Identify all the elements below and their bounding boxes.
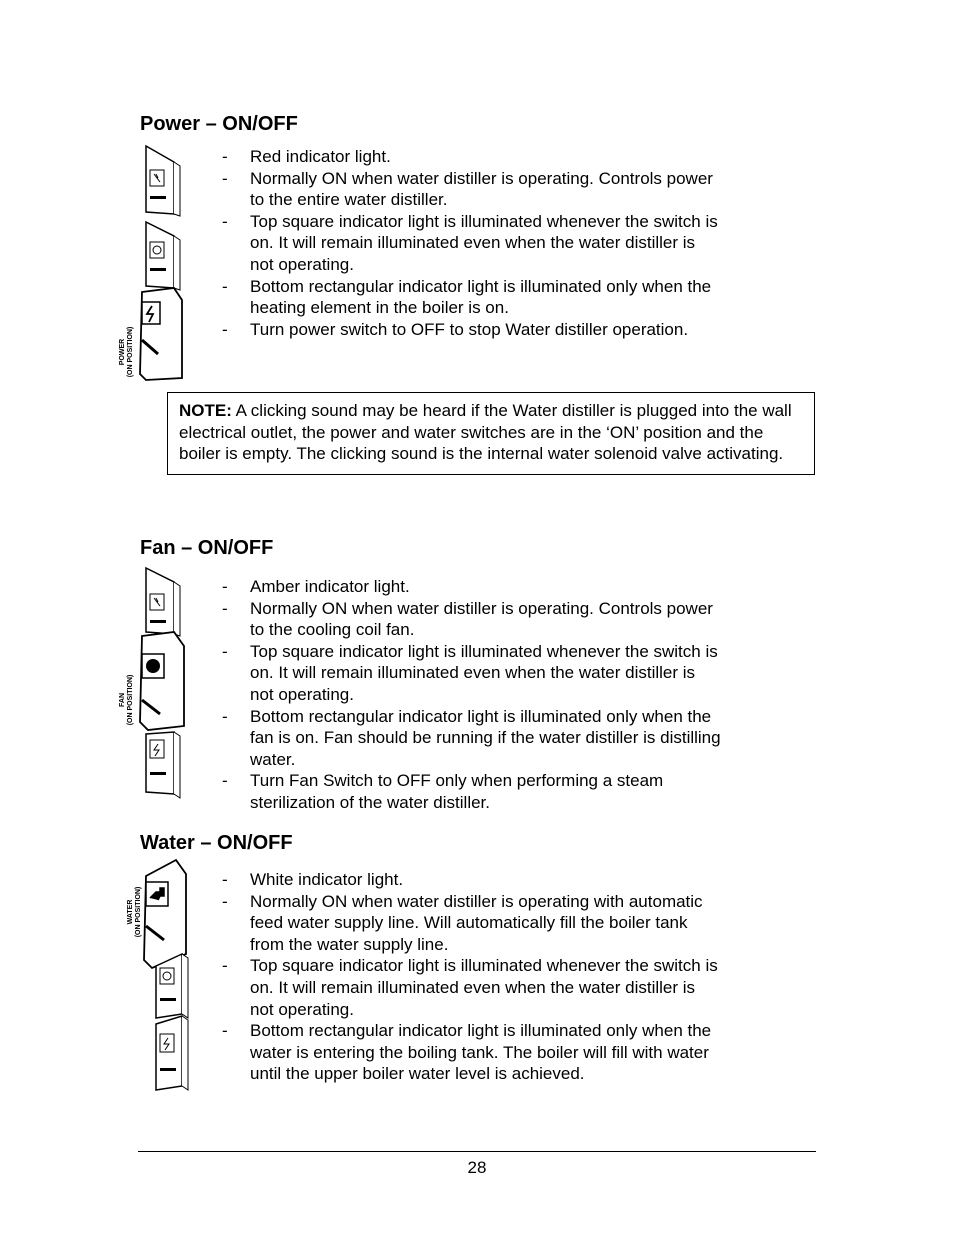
power-symbol-icon xyxy=(142,302,160,324)
water-switch-label: WATER xyxy=(127,899,134,925)
page-number: 28 xyxy=(467,1158,487,1177)
power-bullet-list xyxy=(222,146,722,340)
footer-divider xyxy=(138,1151,816,1152)
fan-switch-illustration xyxy=(112,564,190,802)
list-item: - Top square indicator light is illuminated whenever the switch is on. It will remain illuminated even when the water distiller is not operating. xyxy=(222,211,718,274)
fan-switch-label: FAN xyxy=(119,693,126,707)
power-switch-illustration xyxy=(112,142,190,384)
list-item: - Top square indicator light is illuminated whenever the switch is on. It will remain illuminated even when the water distiller is not operating. xyxy=(222,956,718,1019)
list-item: - Turn Fan Switch to OFF only when performing a steam sterilization of the water distiller. xyxy=(222,771,664,812)
list-item: - Top square indicator light is illuminated whenever the switch is on. It will remain illuminated even when the water distiller is not operating. xyxy=(222,641,718,704)
list-item: - Bottom rectangular indicator light is illuminated only when the water is entering the boiling tank. The boiler will fill with water until the upper boiler water level is achieved. xyxy=(222,1021,712,1084)
power-switch-label-sub: (ON POSITION) xyxy=(127,326,134,378)
list-item: - Normally ON when water distiller is operating. Controls power to the entire water distiller. xyxy=(222,168,713,210)
list-item: - Amber indicator light. xyxy=(222,577,410,596)
list-item: - Normally ON when water distiller is operating with automatic feed water supply line. Will automatically fill the boiler tank from the water supply line. xyxy=(222,891,703,954)
fan-bullet-list xyxy=(222,576,722,814)
note-label: NOTE: xyxy=(179,401,232,420)
water-heading: Water – ON/OFF xyxy=(140,832,293,854)
list-item: - Bottom rectangular indicator light is illuminated only when the fan is on. Fan should be running if the water distiller is distilling water. xyxy=(222,706,721,769)
list-item: - Turn power switch to OFF to stop Water distiller operation. xyxy=(222,319,689,339)
list-item: - White indicator light. xyxy=(222,870,404,889)
list-item: - Normally ON when water distiller is operating. Controls power to the cooling coil fan. xyxy=(222,598,713,640)
fan-switch-label-sub: (ON POSITION) xyxy=(127,674,134,726)
water-switch-illustration xyxy=(124,858,198,1098)
power-switch-label: POWER xyxy=(119,338,126,366)
water-switch-label-sub: (ON POSITION) xyxy=(135,886,142,938)
note-box xyxy=(167,392,815,475)
note-text: A clicking sound may be heard if the Water distiller is plugged into the wall electrical outlet, the power and water switches are in the ‘ON’ position and the boiler is empty. The clicking sound is the internal water solenoid valve activating. xyxy=(179,401,792,464)
fan-heading: Fan – ON/OFF xyxy=(140,537,274,559)
water-bullet-list xyxy=(222,869,722,1085)
power-heading: Power – ON/OFF xyxy=(140,113,298,135)
list-item: - Bottom rectangular indicator light is illuminated only when the heating element in the boiler is on. xyxy=(222,276,712,318)
list-item: - Red indicator light. xyxy=(222,147,391,166)
